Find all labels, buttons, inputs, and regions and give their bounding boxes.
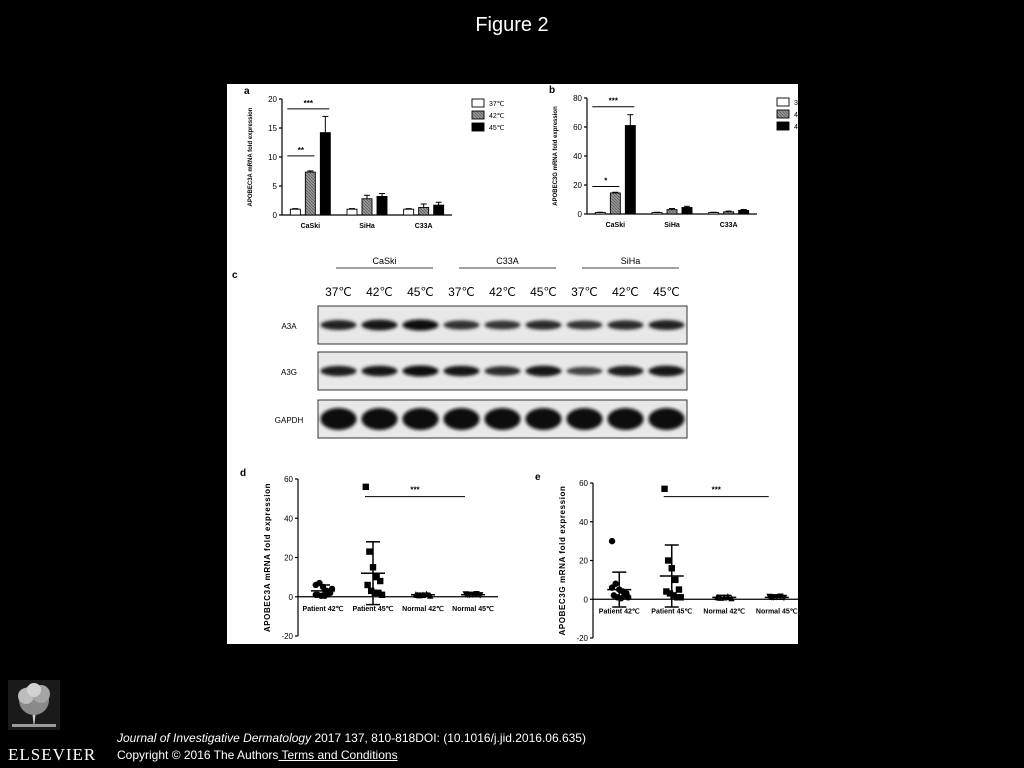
bar-37℃-CaSki (290, 209, 300, 215)
blot-band (361, 320, 397, 331)
cell-line-label: CaSki (372, 256, 397, 266)
x-tick-label: Patient 42℃ (598, 608, 640, 616)
bar-45℃-SiHa (682, 207, 692, 214)
blot-row-label: A3G (280, 368, 298, 377)
blot-band (402, 366, 438, 377)
bar-42℃-SiHa (667, 210, 677, 214)
lane-temperature-label: 45℃ (407, 285, 434, 299)
blot-band (648, 366, 684, 377)
data-point (678, 594, 684, 600)
figure-panel (227, 84, 810, 644)
cell-line-label: C33A (496, 256, 519, 266)
journal-name: Journal of Investigative Dermatology (117, 731, 312, 745)
significance-label: *** (410, 485, 420, 495)
panel-letter-b: b (549, 85, 556, 96)
blot-band (484, 320, 520, 329)
y-tick-label: 40 (573, 152, 582, 161)
y-tick-label: 20 (573, 181, 582, 190)
bar-37℃-CaSki (595, 213, 605, 214)
x-tick-label: Normal 45℃ (452, 605, 494, 613)
elsevier-tree-logo (8, 680, 60, 730)
blot-band (443, 408, 479, 430)
legend-swatch-42℃ (472, 111, 484, 119)
legend-label: 42℃ (489, 113, 505, 120)
bar-37℃-SiHa (347, 209, 357, 215)
data-point (625, 594, 631, 600)
y-tick-label: 0 (272, 211, 277, 220)
western-blot-c (232, 256, 687, 438)
x-tick-label: Normal 45℃ (755, 608, 798, 616)
blot-band (607, 320, 643, 330)
blot-band (484, 366, 520, 376)
y-axis-label: APOBEC3G mRNA fold expression (553, 106, 559, 206)
significance-label: *** (608, 96, 619, 106)
bar-45℃-SiHa (377, 196, 387, 215)
y-tick-label: 20 (284, 553, 293, 563)
x-tick-label: Normal 42℃ (402, 605, 444, 613)
y-axis-label: APOBEC3G mRNA fold expression (558, 485, 567, 636)
x-tick-label: Normal 42℃ (703, 608, 746, 616)
significance-label: * (604, 176, 608, 186)
bar-45℃-CaSki (320, 133, 330, 215)
blot-band (525, 366, 561, 377)
data-point (363, 484, 369, 490)
blot-band (443, 320, 479, 329)
legend-swatch-45℃ (777, 122, 789, 130)
legend-swatch-42℃ (777, 110, 789, 118)
bar-45℃-C33A (739, 210, 749, 214)
chart-d-apobec3a-scatter (240, 468, 498, 641)
chart-e-apobec3g-scatter (535, 472, 803, 643)
data-point (364, 582, 370, 588)
lane-temperature-label: 45℃ (653, 285, 680, 299)
significance-label: *** (711, 485, 721, 495)
terms-link[interactable]: Terms and Conditions (278, 748, 398, 762)
x-tick-label: Patient 45℃ (352, 605, 394, 613)
legend-label: 37℃ (794, 100, 810, 107)
panel-letter-d: d (240, 468, 247, 479)
data-point (676, 586, 682, 592)
bar-45℃-C33A (434, 205, 444, 215)
y-tick-label: 20 (579, 556, 588, 566)
chart-a-apobec3a-bar (244, 86, 505, 230)
bar-42℃-C33A (419, 207, 429, 215)
blot-band (484, 408, 520, 430)
panel-letter-e: e (535, 472, 541, 483)
x-tick-label: Patient 42℃ (302, 605, 344, 613)
blot-band (566, 408, 602, 430)
y-tick-label: 60 (573, 123, 582, 132)
x-tick-label: SiHa (664, 222, 680, 229)
blot-band (566, 367, 602, 375)
publisher-name: ELSEVIER (8, 745, 97, 764)
legend-label: 45℃ (794, 124, 810, 131)
y-tick-label: 80 (573, 94, 582, 103)
blot-band (525, 320, 561, 330)
blot-band (443, 366, 479, 377)
copyright-text: Copyright © 2016 The Authors (117, 748, 279, 762)
bar-37℃-SiHa (652, 213, 662, 214)
y-tick-label: 5 (272, 182, 277, 191)
x-tick-label: CaSki (300, 223, 321, 230)
bar-37℃-C33A (404, 209, 414, 215)
blot-band (402, 408, 438, 430)
x-tick-label: Patient 45℃ (651, 608, 693, 616)
bar-42℃-CaSki (610, 193, 620, 214)
data-point (379, 592, 385, 598)
y-tick-label: -20 (281, 632, 293, 641)
y-tick-label: 0 (583, 595, 588, 605)
y-tick-label: 0 (577, 210, 582, 219)
lane-temperature-label: 42℃ (612, 285, 639, 299)
figure-svg (227, 84, 810, 644)
bar-37℃-C33A (709, 213, 719, 214)
blot-band (607, 366, 643, 376)
significance-label: *** (303, 98, 314, 108)
bar-45℃-CaSki (625, 126, 635, 214)
citation (117, 731, 586, 745)
blot-band (648, 320, 684, 330)
data-point (366, 548, 372, 554)
copyright (117, 748, 398, 762)
legend-label: 42℃ (794, 112, 810, 119)
blot-band (607, 408, 643, 430)
data-point (609, 538, 615, 544)
blot-band (566, 320, 602, 329)
legend-swatch-45℃ (472, 123, 484, 131)
blot-band (320, 366, 356, 376)
data-point (672, 577, 678, 583)
y-tick-label: 40 (284, 514, 293, 524)
blot-band (361, 408, 397, 430)
bar-42℃-CaSki (305, 172, 315, 215)
blot-band (320, 320, 356, 330)
x-tick-label: SiHa (359, 223, 375, 230)
x-tick-label: C33A (414, 223, 433, 230)
lane-temperature-label: 37℃ (448, 285, 475, 299)
x-tick-label: C33A (719, 222, 738, 229)
y-tick-label: 20 (268, 95, 277, 104)
lane-temperature-label: 42℃ (489, 285, 516, 299)
y-tick-label: 40 (579, 517, 588, 527)
blot-row-label: GAPDH (274, 416, 304, 425)
blot-band (402, 320, 438, 331)
blot-band (320, 408, 356, 430)
significance-label: ** (297, 145, 304, 155)
blot-band (361, 366, 397, 377)
y-tick-label: 60 (284, 475, 293, 484)
legend-swatch-37℃ (472, 99, 484, 107)
y-tick-label: 60 (579, 479, 588, 488)
blot-row-label: A3A (281, 322, 297, 331)
y-tick-label: 15 (268, 124, 277, 133)
y-tick-label: 0 (288, 592, 293, 602)
chart-b-apobec3g-bar (549, 85, 810, 229)
panel-letter-a: a (244, 86, 250, 97)
y-axis-label: APOBEC3A mRNA fold expression (248, 107, 254, 207)
y-tick-label: 10 (268, 153, 277, 162)
legend-swatch-37℃ (777, 98, 789, 106)
data-point (661, 486, 667, 492)
lane-temperature-label: 37℃ (571, 285, 598, 299)
legend-label: 45℃ (489, 125, 505, 132)
panel-letter-c: c (232, 270, 238, 281)
data-point (377, 578, 383, 584)
bar-42℃-C33A (724, 212, 734, 214)
lane-temperature-label: 37℃ (325, 285, 352, 299)
blot-band (525, 408, 561, 430)
legend-label: 37℃ (489, 101, 505, 108)
cell-line-label: SiHa (620, 256, 641, 266)
blot-band (648, 408, 684, 430)
slide-title: Figure 2 (475, 14, 549, 36)
data-point (665, 557, 671, 563)
x-tick-label: CaSki (605, 222, 626, 229)
y-tick-label: -20 (576, 634, 588, 643)
lane-temperature-label: 42℃ (366, 285, 393, 299)
y-axis-label: APOBEC3A mRNA fold expression (263, 482, 272, 633)
lane-temperature-label: 45℃ (530, 285, 557, 299)
bar-42℃-SiHa (362, 199, 372, 215)
citation-details: 2017 137, 810-818DOI: (10.1016/j.jid.2016.06.635) (311, 731, 586, 745)
